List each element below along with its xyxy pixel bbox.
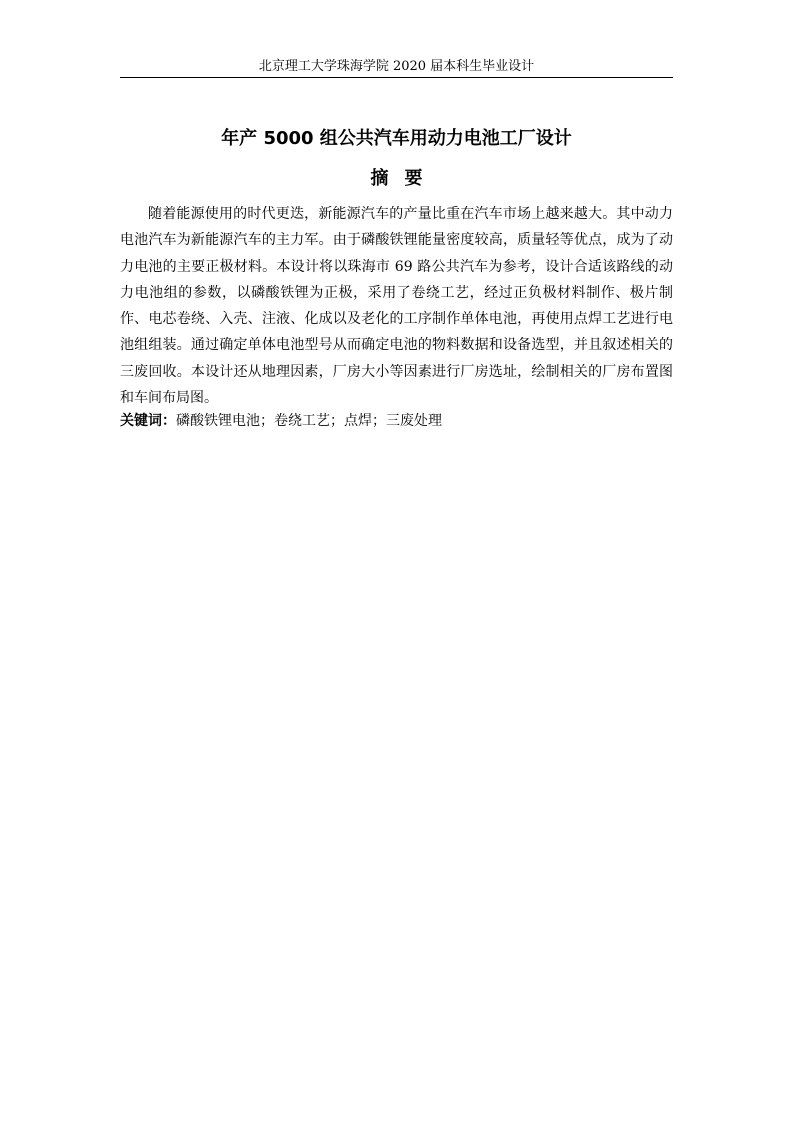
abstract-heading: 摘要 — [370, 168, 439, 189]
page-header: 北京理工大学珠海学院 2020 届本科生毕业设计 — [258, 59, 535, 74]
document-title: 年产 5000 组公共汽车用动力电池工厂设计 — [221, 128, 572, 149]
keywords-text: 磷酸铁锂电池；卷绕工艺；点焊；三废处理 — [176, 413, 442, 429]
keywords-label: 关键词： — [120, 413, 176, 429]
keywords-line — [120, 408, 673, 434]
header-divider — [120, 77, 673, 78]
abstract-paragraph: 随着能源使用的时代更迭，新能源汽车的产量比重在汽车市场上越来越大。其中动力电池汽车为新能源汽车的主力军。由于磷酸铁锂能量密度较高，质量轻等优点，成为了动力电池的主要正极材料。本设计将以珠海市 69 路公共汽车为参考，设计合适该路线的动力电池组的参数，以磷酸铁锂为正极，采用了卷绕工艺，经过正负极材料制作、极片制作、电芯卷绕、入壳、注液、化成以及老化的工序制作单体电池，再使用点焊工艺进行电池组组装。通过确定单体电池型号从而确定电池的物料数据和设备选型，并且叙述相关的三废回收。本设计还从地理因素，厂房大小等因素进行厂房选址，绘制相关的厂房布置图和车间布局图。 — [120, 206, 673, 407]
